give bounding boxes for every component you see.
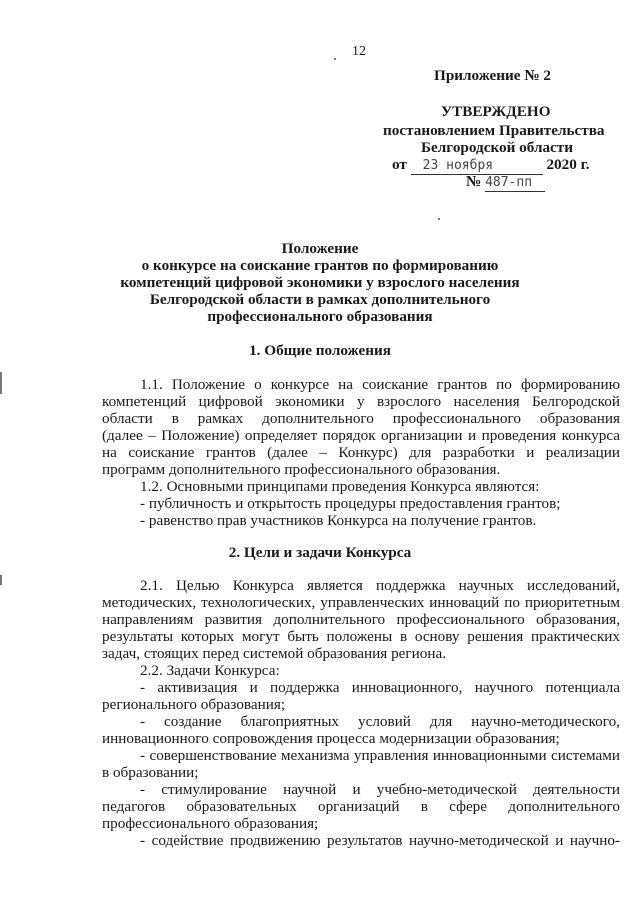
scan-speck	[334, 58, 336, 60]
handwritten-number: 487-пп	[485, 175, 533, 190]
section-2-heading: 2. Цели и задачи Конкурса	[228, 544, 412, 561]
list-item-continuation: профессионального образования;	[102, 815, 319, 832]
title-line: Белгородской области в рамках дополнительного	[149, 291, 491, 308]
paragraph-line: (далее – Положение) определяет порядок организации и проведения конкурса	[102, 427, 620, 444]
paragraph-line: 1.2. Основными принципами проведения Конкурса являются:	[140, 478, 540, 495]
paragraph-line: 2.2. Задачи Конкурса:	[140, 662, 280, 679]
list-item-continuation: педагогов образовательных организаций в сфере дополнительного	[102, 798, 620, 815]
list-item-continuation: в образовании;	[102, 764, 199, 781]
page-number: 12	[352, 44, 366, 59]
approval-line-1: постановлением Правительства	[383, 122, 605, 139]
list-item-continuation: инновационного сопровождения процесса модернизации образования;	[102, 730, 560, 747]
approved-stamp-text: УТВЕРЖДЕНО	[441, 103, 551, 120]
paragraph-line: 2.1. Целью Конкурса является поддержка научных исследований,	[140, 577, 620, 594]
number-label: №	[466, 173, 482, 190]
paragraph-line: задач, стоящих перед системой образования региона.	[102, 645, 447, 662]
list-item-continuation: регионального образования;	[102, 696, 286, 713]
list-item: - совершенствование механизма управления инновационными системами	[140, 747, 620, 764]
list-item: - равенство прав участников Конкурса на получение грантов.	[140, 512, 537, 529]
approval-date-row	[392, 157, 590, 175]
handwritten-date: 23 ноября	[422, 158, 494, 173]
from-label: от	[392, 156, 407, 173]
paragraph-line: результаты которых могут быть положены в основу решения практических	[102, 628, 620, 645]
approval-line-2: Белгородской области	[421, 139, 574, 156]
appendix-label: Приложение № 2	[434, 67, 551, 84]
title-line: профессионального образования	[207, 308, 433, 325]
paragraph-line: программ дополнительного профессионального образования.	[102, 461, 501, 478]
approval-number-row	[466, 174, 545, 192]
document-title	[0, 240, 640, 325]
number-underline	[485, 174, 545, 192]
section-1-heading: 1. Общие положения	[249, 342, 391, 359]
paragraph-line: направлениям развития дополнительного профессионального образования,	[102, 611, 620, 628]
paragraph-line: компетенций цифровой экономики у взрослого населения Белгородской	[102, 393, 620, 410]
list-item: - создание благоприятных условий для научно-методического,	[140, 713, 620, 730]
scan-edge-mark	[0, 372, 2, 394]
title-line: компетенций цифровой экономики у взрослого населения	[120, 274, 520, 291]
list-item: - содействие продвижению результатов научно-методической и научно-	[140, 832, 620, 849]
paragraph-line: области в рамках дополнительного профессионального образования	[102, 410, 620, 427]
list-item: - стимулирование научной и учебно-методической деятельности	[140, 781, 620, 798]
title-line: о конкурсе на соискание грантов по формированию	[141, 257, 499, 274]
list-item: - публичность и открытость процедуры предоставления грантов;	[140, 495, 561, 512]
scan-edge-mark	[0, 575, 2, 585]
list-item: - активизация и поддержка инновационного, научного потенциала	[140, 679, 620, 696]
year-label: 2020 г.	[546, 156, 590, 173]
paragraph-line: 1.1. Положение о конкурсе на соискание грантов по формированию	[140, 376, 620, 393]
title-line: Положение	[281, 240, 359, 257]
paragraph-line: на соискание грантов (далее – Конкурс) для разработки и реализации	[102, 444, 620, 461]
scan-speck	[438, 218, 440, 220]
paragraph-line: методических, технологических, управленческих инноваций по приоритетным	[102, 594, 620, 611]
